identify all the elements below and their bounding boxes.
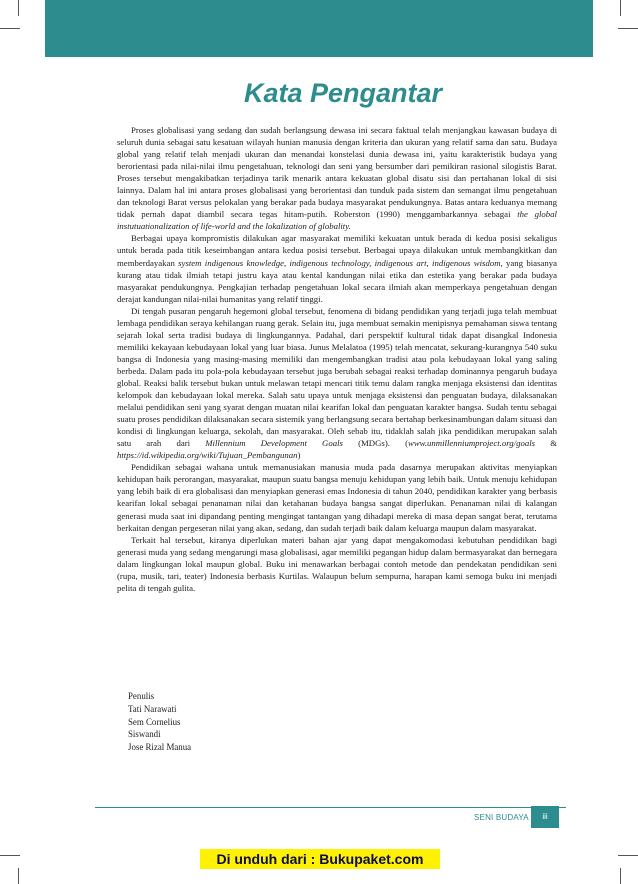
paragraph-text: yang biasanya kurang atau tidak ilmiah tetapi justru kaya atau kental kandungan nilai etika dan estetika yang berakar pada budaya masyarakat pendukungnya. Pengkajian terhadap pengetahuan lokal secara ilmiah akan memperkaya pengetahuan dengan derajat kandungan nilai-nilai humanitas yang relatif tinggi. xyxy=(117,257,557,304)
paragraph-text: Terkait hal tersebut, kiranya diperlukan materi bahan ajar yang dapat mengakomodasi kebutuhan pendidikan bagi generasi muda yang sedang mengarungi masa globalisasi, agar memiliki pegangan hidup dalam bermasyarakat dan bernegara dalam lingkungan lokal maupun global. Buku ini menawarkan berbagai contoh metode dan pendekatan pendidikan seni (rupa, musik, tari, teater) Indonesia berbasis Kurtilas. Walaupun belum sempurna, harapan kami semoga buku ini menjadi pelita di tengah gulita. xyxy=(117,534,557,593)
crop-mark xyxy=(620,868,621,884)
italic-term: system indigenous knowledge, indigenous technology, indigenous art, indigenous wisdom, xyxy=(178,257,503,268)
body-text xyxy=(117,124,557,594)
page-number: iii xyxy=(531,806,559,828)
crop-mark xyxy=(18,0,19,16)
italic-quote: the global instutuationalization of life-world and the lokalization of globality. xyxy=(117,209,557,232)
paragraph-text: & xyxy=(535,438,558,449)
paragraph-3 xyxy=(117,305,557,462)
crop-mark xyxy=(0,855,20,856)
paragraph-text: (MDGs). ( xyxy=(342,438,408,449)
crop-mark xyxy=(620,0,621,16)
download-banner[interactable]: Di unduh dari : Bukupaket.com xyxy=(200,849,440,869)
reference-link[interactable]: https://id.wikipedia.org/wiki/Tujuan_Pembangunan xyxy=(117,450,298,461)
footer-rule xyxy=(95,807,566,808)
paragraph-4 xyxy=(117,461,557,533)
footer-book-label: SENI BUDAYA xyxy=(474,813,529,822)
author-name: Siswandi xyxy=(128,729,161,740)
crop-mark xyxy=(0,28,20,29)
reference-link[interactable]: www.unmillenniumproject.org/goals xyxy=(408,438,536,449)
header-bar xyxy=(45,0,593,57)
crop-mark xyxy=(18,868,19,884)
paragraph-2 xyxy=(117,232,557,304)
page-title: Kata Pengantar xyxy=(243,78,443,108)
paragraph-text: Pendidikan sebagai wahana untuk memanusiakan manusia muda pada dasarnya merupakan aktivitas menyiapkan kehidupan baik perorangan, masyarakat, maupun suatu bangsa menuju kehidupan yang lebih baik. Untuk menuju kehidupan yang lebih baik di era globalisasi dan menyiapkan generasi emas Indonesia di tahun 2040, pendidikan karakter yang berbasis kearifan lokal sebagai penanaman nilai dan ketahanan budaya bangsa sangat diperlukan. Penanaman nilai di kalangan generasi muda saat ini dipandang penting mengingat tantangan yang dihadapi mereka di masa depan sangat berat, terutama berkaitan dengan pergeseran nilai yang akan, sedang, dan sudah terjadi baik dalam keluarga maupun dalam masyarakat. xyxy=(117,462,557,533)
author-name: Sem Cornelius xyxy=(128,716,181,727)
signature-label: Penulis xyxy=(128,691,155,701)
paragraph-5 xyxy=(117,534,557,594)
paragraph-text: Proses globalisasi yang sedang dan sudah berlangsung dewasa ini secara faktual telah menjangkau kawasan budaya di seluruh dunia sebagai satu kesatuan wilayah hunian manusia dengan kriteria dan ukuran yang relatif sama dan satu. Budaya global yang relatif telah menjadi ukuran dan menandai konstelasi dunia dewasa ini, yaitu karakteristik budaya yang berorientasi pada nilai-nilai ilmu pengetahuan, teknologi dan seni yang bersumber dari pemikiran rasional silogistis Barat. Proses tersebut mengakibatkan terjadinya tarik menarik antara kekuatan global disatu sisi dan pertahanan lokal di sisi lainnya. Dalam hal ini antara proses globalisasi yang berorientasi dan tunduk pada sistem dan semangat ilmu pengetahuan dan teknologi Barat versus pelokalan yang berakar pada budaya masyarakat pendukungnya. Batas antara keduanya memang tidak pernah dapat diambil secara tegas hitam-putih. Roberston (1990) menggambarkannya sebagai xyxy=(117,125,557,220)
paragraph-text: ) xyxy=(297,450,301,461)
italic-term: Millennium Development Goals xyxy=(205,438,343,449)
author-name: Tati Narawati xyxy=(128,703,177,714)
author-name: Jose Rizal Manua xyxy=(128,742,192,753)
paragraph-1 xyxy=(117,124,557,232)
crop-mark xyxy=(618,28,638,29)
paragraph-text: Berbagai upaya kompromistis dilakukan agar masyarakat memiliki kekuatan untuk berada di kedua posisi sekaligus untuk berada pada titik keseimbangan antara kedua posisi tersebut. Berbagai upaya dilakukan untuk membangkitkan dan memberdayakan xyxy=(117,233,557,268)
signature-block xyxy=(128,690,191,754)
paragraph-text: Di tengah pusaran pengaruh hegemoni global tersebut, fenomena di bidang pendidikan yang terjadi juga telah membuat lembaga pendidikan seraya kehilangan ruang gerak. Selain itu, juga membuat semakin menipisnya pemahaman siswa tentang sejarah lokal serta tradisi budaya di lingkungannya. Padahal, dari perspektif kultural tidak dapat disangkal Indonesia memiliki kekayaan kebudayaan lokal yang luar biasa. Junus Melalatoa (1995) telah mencatat, sekurang-kurangnya 540 suku bangsa di Indonesia yang masing-masing memiliki dan mengembangkan tradisi atau pola kebudayaan lokal yang saling berbeda. Dalam pada itu pola-pola kebudayaan tersebut juga berubah sebagai reaksi terhadap dominannya pengaruh budaya global. Reaksi balik tersebut bukan untuk melawan tetapi mencari titik temu dalam rangka menjaga eksistensi dan identitas kelompok dan kebudayaan lokal mereka. Salah satu upaya untuk menjaga eksistensi dan penguatan budaya, dilaksanakan melalui pendidikan seni yang syarat dengan muatan nilai kearifan lokal dan penguatan karakter bangsa. Sudah tentu sebagai suatu proses pendidikan dilaksanakan secara sistemik yang berlangsung secara bertahap berkesinambungan dalam situasi dan kondisi di lingkungan keluarga, sekolah, dan masyarakat. Oleh sebab itu, tidaklah salah jika pendidikan merupakan salah satu arah dari xyxy=(117,305,557,449)
crop-mark xyxy=(618,855,638,856)
